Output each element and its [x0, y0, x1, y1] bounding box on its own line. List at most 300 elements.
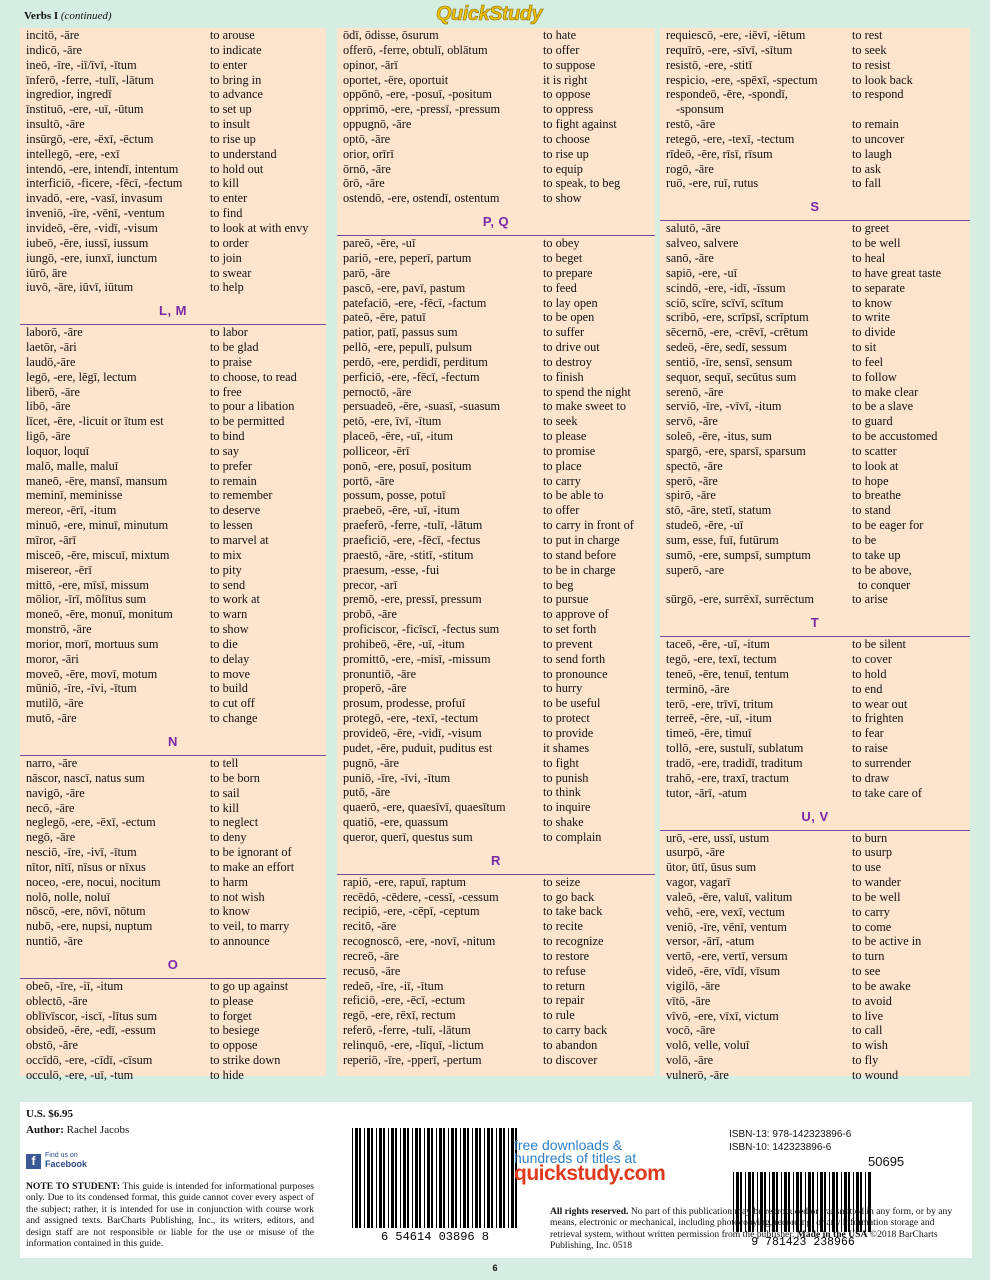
latin-verb: optō, -āre: [343, 131, 391, 146]
verb-row: [20, 518, 326, 533]
section-heading: R: [337, 845, 655, 875]
latin-verb: moveō, -ēre, movī, motum: [26, 666, 158, 681]
verb-row: [20, 444, 326, 459]
latin-verb: vocō, -āre: [666, 1023, 716, 1038]
english-meaning: to work at: [210, 592, 260, 607]
verb-row: [20, 132, 326, 147]
latin-verb: vehō, -ere, vexī, vectum: [666, 904, 785, 919]
latin-verb: obsideō, -ēre, -edī, -essum: [26, 1023, 156, 1038]
english-meaning: to suffer: [543, 325, 585, 340]
english-meaning: to be ignorant of: [210, 845, 292, 860]
latin-verb: volō, -āre: [666, 1053, 714, 1068]
verb-row: [20, 1068, 326, 1083]
latin-verb: scribō, -ere, scrīpsī, scrīptum: [666, 310, 809, 325]
english-meaning: to equip: [543, 161, 583, 176]
verb-row: [660, 741, 970, 756]
verb-row: [20, 979, 326, 994]
verb-row: [337, 370, 655, 385]
english-meaning: to advance: [210, 87, 263, 102]
column-1: [20, 28, 326, 1082]
latin-verb: rapiō, -ere, rapuī, raptum: [343, 874, 466, 889]
english-meaning: to send forth: [543, 651, 606, 666]
english-meaning: to be above,: [852, 562, 912, 577]
english-meaning: to remain: [852, 117, 899, 132]
verb-row: [20, 73, 326, 88]
free-downloads-text: free downloads & hundreds of titles at: [514, 1137, 637, 1166]
english-meaning: to tell: [210, 755, 239, 770]
verb-row: [337, 281, 655, 296]
english-meaning: to be useful: [543, 696, 601, 711]
english-meaning: to pour a libation: [210, 399, 295, 414]
english-meaning: to fall: [852, 176, 882, 191]
verb-row: [20, 830, 326, 845]
english-meaning: to cover: [852, 652, 892, 667]
verb-row: [660, 414, 970, 429]
english-meaning: to scatter: [852, 443, 897, 458]
verb-row: [337, 444, 655, 459]
verb-row: [337, 310, 655, 325]
verb-row: [20, 221, 326, 236]
verb-row: [660, 176, 970, 191]
english-meaning: to hide: [210, 1068, 244, 1082]
verb-row: [660, 355, 970, 370]
latin-verb: usurpō, -āre: [666, 845, 725, 860]
verb-row: [337, 622, 655, 637]
latin-verb: ostendō, -ere, ostendī, ostentum: [343, 191, 500, 206]
latin-verb: prosum, prodesse, profuī: [343, 696, 466, 711]
verb-row: [337, 785, 655, 800]
verb-row: [337, 830, 655, 845]
svg-text:9 781423 238966: 9 781423 238966: [751, 1236, 855, 1248]
facebook-link[interactable]: f Find us on Facebook: [26, 1152, 87, 1170]
english-meaning: to enter: [210, 191, 248, 206]
english-meaning: to repair: [543, 993, 585, 1008]
verb-row: [660, 281, 970, 296]
latin-verb: respondeō, -ēre, -spondī,: [666, 87, 788, 102]
english-meaning: to see: [852, 964, 881, 979]
latin-verb: quaerō, -ere, quaesīvī, quaesītum: [343, 800, 506, 815]
latin-verb: oportet, -ēre, oportuit: [343, 72, 449, 87]
english-meaning: to surrender: [852, 755, 912, 770]
verb-row: [660, 934, 970, 949]
latin-verb: ruō, -ere, ruī, rutus: [666, 176, 759, 191]
english-meaning: to strike down: [210, 1053, 281, 1068]
verb-row: [337, 993, 655, 1008]
english-meaning: to be able to: [543, 488, 604, 503]
english-meaning: to neglect: [210, 815, 259, 830]
latin-verb: scindō, -ere, -idī, -īssum: [666, 280, 786, 295]
verb-row: [660, 711, 970, 726]
english-meaning: to change: [210, 711, 258, 726]
verb-row: [20, 637, 326, 652]
latin-verb: videō, -ēre, vīdī, vīsum: [666, 964, 781, 979]
english-meaning: to carry back: [543, 1023, 608, 1038]
english-meaning: to make clear: [852, 384, 919, 399]
verb-row: [660, 964, 970, 979]
latin-verb: recitō, -āre: [343, 919, 397, 934]
note-to-student: NOTE TO STUDENT: This guide is intended for informational purposes only. Due to its condensed format, this guide cannot cover every aspect of the subject; rather, it is intended for use in conjunction with course work and assigned texts. BarCharts Publishing, Inc., its writers, editors, and design staff are not responsible or liable for the use or misuse of the information contained in this guide.: [26, 1181, 314, 1250]
verb-row: [20, 236, 326, 251]
verb-row: [660, 117, 970, 132]
verb-row: [337, 147, 655, 162]
english-meaning: to take care of: [852, 785, 922, 800]
english-meaning: to resist: [852, 57, 891, 72]
english-meaning: to move: [210, 666, 250, 681]
verb-row: [20, 1023, 326, 1038]
section-heading: S: [660, 191, 970, 221]
verb-row: [337, 1023, 655, 1038]
english-meaning: to return: [543, 978, 586, 993]
verb-row: [20, 1053, 326, 1068]
section-heading: T: [660, 607, 970, 637]
english-meaning: to hope: [852, 473, 889, 488]
english-meaning: to stand before: [543, 547, 617, 562]
verb-row: [660, 1038, 970, 1053]
latin-verb: pateō, -ēre, patuī: [343, 310, 426, 325]
latin-verb: taceō, -ēre, -uī, -itum: [666, 637, 770, 652]
verb-row: [337, 756, 655, 771]
verb-row: [337, 503, 655, 518]
english-meaning: to deserve: [210, 503, 261, 518]
latin-verb: maneō, -ēre, mansī, mansum: [26, 473, 168, 488]
verb-row: [337, 399, 655, 414]
verb-row: [660, 296, 970, 311]
verb-row: [660, 251, 970, 266]
english-meaning: to destroy: [543, 354, 592, 369]
english-meaning: to obey: [543, 236, 580, 251]
verb-row: [660, 444, 970, 459]
verb-row: [660, 221, 970, 236]
verb-row: [660, 266, 970, 281]
verb-row: [337, 890, 655, 905]
latin-verb: mittō, -ere, mīsī, missum: [26, 577, 149, 592]
english-meaning: to rise up: [543, 146, 589, 161]
latin-verb: sūrgō, -ere, surrēxī, surrēctum: [666, 592, 814, 607]
verb-row: [337, 266, 655, 281]
latin-verb: nuntiō, -āre: [26, 934, 83, 949]
latin-verb: portō, -āre: [343, 473, 395, 488]
latin-verb: intendō, -ere, intendī, intentum: [26, 161, 179, 176]
latin-verb: patefaciō, -ere, -fēcī, -factum: [343, 295, 487, 310]
verb-row: [337, 696, 655, 711]
english-meaning: to be well: [852, 236, 901, 251]
english-meaning: to carry: [852, 904, 890, 919]
english-meaning: to prepare: [543, 265, 593, 280]
verb-row: [660, 592, 970, 607]
verb-row: [337, 964, 655, 979]
rights-notice: All rights reserved. No part of this publication may be reproduced or transmitted in any form, or by any means, electronic or mechanical, including photocopying, recording, or any information storage and retrieval system, without written permission from the publisher. Made in the USA ©2018 BarCharts Publishing, Inc. 0518: [550, 1206, 953, 1252]
english-meaning: to suppose: [543, 57, 596, 72]
english-meaning: to ask: [852, 161, 882, 176]
verb-row: [20, 548, 326, 563]
verb-row-continuation: -sponsum: [676, 102, 724, 117]
upc-barcode: [348, 1128, 522, 1244]
verb-row: [660, 385, 970, 400]
english-meaning: to remain: [210, 473, 257, 488]
english-meaning: to be glad: [210, 340, 259, 355]
english-meaning: to pronounce: [543, 666, 608, 681]
latin-verb: vīvō, -ere, vīxī, victum: [666, 1008, 779, 1023]
latin-verb: queror, querī, questus sum: [343, 829, 473, 844]
english-meaning: to refuse: [543, 963, 586, 978]
english-meaning: to draw: [852, 770, 890, 785]
verb-row: [20, 904, 326, 919]
verb-row: [337, 132, 655, 147]
latin-verb: laetōr, -āri: [26, 340, 77, 355]
english-meaning: to abandon: [543, 1038, 598, 1052]
latin-verb: misereor, -ērī: [26, 562, 92, 577]
english-meaning: to discover: [543, 1052, 598, 1067]
verb-row: [20, 355, 326, 370]
latin-verb: respicio, -ere, -spēxī, -spectum: [666, 72, 818, 87]
verb-row: [337, 251, 655, 266]
latin-verb: perficiō, -ere, -fēcī, -fectum: [343, 369, 480, 384]
latin-verb: praeferō, -ferre, -tulī, -lātum: [343, 518, 483, 533]
english-meaning: to usurp: [852, 845, 892, 860]
latin-verb: īnferō, -ferre, -tulī, -lātum: [26, 72, 154, 87]
english-meaning: to punish: [543, 770, 589, 785]
latin-verb: studeō, -ēre, -uī: [666, 518, 744, 533]
latin-verb: placeō, -ēre, -uī, -itum: [343, 429, 453, 444]
latin-verb: possum, posse, potuī: [343, 488, 446, 503]
english-meaning: to spend the night: [543, 384, 631, 399]
verb-row: [20, 1009, 326, 1024]
verb-row: [20, 162, 326, 177]
english-meaning: to take up: [852, 547, 901, 562]
verb-row: [660, 28, 970, 43]
latin-verb: relinquō, -ere, -līquī, -lictum: [343, 1038, 484, 1052]
verb-row: [20, 1038, 326, 1053]
latin-verb: ineō, -īre, -iī/īvī, -ītum: [26, 57, 137, 72]
english-meaning: to be well: [852, 889, 901, 904]
latin-verb: parō, -āre: [343, 265, 391, 280]
english-meaning: to promise: [543, 443, 596, 458]
english-meaning: to separate: [852, 280, 905, 295]
verb-row: [20, 206, 326, 221]
english-meaning: to cut off: [210, 696, 255, 711]
verb-row: [660, 920, 970, 935]
verb-row: [660, 1009, 970, 1024]
latin-verb: sēcernō, -ere, -crēvī, -crētum: [666, 325, 809, 340]
verb-row: [20, 117, 326, 132]
verb-row: [337, 533, 655, 548]
verb-row: [660, 1068, 970, 1083]
english-meaning: to be awake: [852, 978, 911, 993]
english-meaning: to help: [210, 280, 244, 295]
english-meaning: to die: [210, 636, 238, 651]
latin-verb: īnstituō, -ere, -uī, -ūtum: [26, 102, 144, 117]
verb-row: [337, 385, 655, 400]
author-line: Author: Rachel Jacobs: [26, 1124, 130, 1136]
latin-verb: mereor, -ērī, -itum: [26, 503, 117, 518]
latin-verb: tutor, -ārī, -atum: [666, 785, 747, 800]
quickstudy-logo: QuickStudy: [436, 3, 543, 25]
verb-row: [337, 652, 655, 667]
english-meaning: to wander: [852, 875, 901, 890]
verb-row: [337, 563, 655, 578]
verb-row: [337, 488, 655, 503]
latin-verb: laborō, -āre: [26, 325, 83, 340]
english-meaning: to make an effort: [210, 859, 295, 874]
latin-verb: mutilō, -āre: [26, 696, 84, 711]
verb-row: [20, 147, 326, 162]
verb-row: [20, 414, 326, 429]
verb-row: [337, 949, 655, 964]
latin-verb: iubeō, -ēre, iussī, iussum: [26, 235, 149, 250]
english-meaning: to stand: [852, 503, 891, 518]
verb-row: [660, 652, 970, 667]
verb-row: [660, 771, 970, 786]
english-meaning: to prefer: [210, 458, 252, 473]
english-meaning: to forget: [210, 1008, 252, 1023]
english-meaning: to feel: [852, 354, 884, 369]
verb-row: [20, 771, 326, 786]
verb-row: [337, 771, 655, 786]
verb-row: [20, 488, 326, 503]
section-heading: Verbs I (continued): [24, 10, 112, 22]
english-meaning: to wound: [852, 1068, 899, 1082]
english-meaning: to bind: [210, 429, 245, 444]
english-meaning: to praise: [210, 354, 253, 369]
verb-row: [337, 578, 655, 593]
latin-verb: retegō, -ere, -texī, -tectum: [666, 131, 795, 146]
latin-verb: liberō, -āre: [26, 384, 80, 399]
latin-verb: reperiō, -īre, -pperī, -pertum: [343, 1052, 482, 1067]
latin-verb: obstō, -āre: [26, 1038, 78, 1053]
verb-row: [660, 875, 970, 890]
english-meaning: to fight against: [543, 117, 617, 132]
verb-row: [660, 310, 970, 325]
website-link[interactable]: quickstudy.com: [514, 1162, 666, 1185]
verb-row: [20, 429, 326, 444]
english-meaning: to take back: [543, 904, 603, 919]
latin-verb: ūtor, ūtī, ūsus sum: [666, 860, 757, 875]
english-meaning: to swear: [210, 265, 252, 280]
verb-row: [337, 355, 655, 370]
verb-row: [660, 578, 970, 593]
verb-row: [660, 87, 970, 102]
latin-verb: valeō, -ēre, valuī, valitum: [666, 889, 793, 904]
english-meaning: to raise: [852, 741, 888, 756]
latin-verb: interficiō, -ficere, -fēcī, -fectum: [26, 176, 183, 191]
verb-row: [337, 459, 655, 474]
latin-verb: obeō, -īre, -iī, -itum: [26, 978, 123, 993]
latin-verb: occīdō, -ere, -cīdī, -cīsum: [26, 1053, 153, 1068]
latin-verb: volō, velle, voluī: [666, 1038, 750, 1053]
verb-row: [20, 875, 326, 890]
verb-row: [20, 266, 326, 281]
verb-row: [20, 994, 326, 1009]
latin-verb: sentiō, -īre, sensī, sensum: [666, 354, 793, 369]
english-meaning: to be active in: [852, 934, 922, 949]
english-meaning: to pity: [210, 562, 242, 577]
latin-verb: putō, -āre: [343, 785, 391, 800]
page-header: [0, 0, 990, 30]
english-meaning: to divide: [852, 325, 896, 340]
latin-verb: perdō, -ere, perdidī, perditum: [343, 354, 488, 369]
english-meaning: it is right: [543, 72, 588, 87]
english-meaning: to write: [852, 310, 890, 325]
english-meaning: to labor: [210, 325, 248, 340]
english-meaning: to be eager for: [852, 518, 924, 533]
latin-verb: ligō, -āre: [26, 429, 71, 444]
english-meaning: to hold: [852, 666, 887, 681]
verb-row: [20, 860, 326, 875]
english-meaning: to fly: [852, 1053, 879, 1068]
english-meaning: to restore: [543, 948, 590, 963]
english-meaning: to hold out: [210, 161, 264, 176]
english-meaning: to seek: [852, 42, 887, 57]
latin-verb: pernoctō, -āre: [343, 384, 412, 399]
latin-verb: regō, -ere, rēxī, rectum: [343, 1008, 456, 1023]
english-meaning: to find: [210, 206, 243, 221]
english-meaning: to oppress: [543, 102, 594, 117]
verb-row: [20, 191, 326, 206]
verb-row: [660, 682, 970, 697]
english-meaning: to know: [852, 295, 892, 310]
english-meaning: to inquire: [543, 800, 591, 815]
latin-verb: versor, -ārī, -atum: [666, 934, 755, 949]
english-meaning: to be silent: [852, 637, 906, 652]
verb-row: [337, 607, 655, 622]
verb-row: [660, 949, 970, 964]
english-meaning: to choose, to read: [210, 369, 297, 384]
english-meaning: to live: [852, 1008, 884, 1023]
verb-row: [337, 28, 655, 43]
verb-row: [337, 919, 655, 934]
latin-verb: opinor, -ārī: [343, 57, 398, 72]
latin-verb: reficiō, -ere, -ēcī, -ectum: [343, 993, 466, 1008]
english-meaning: to approve of: [543, 607, 609, 622]
section-heading: L, M: [20, 295, 326, 325]
latin-verb: ōrnō, -āre: [343, 161, 391, 176]
verb-row: [20, 533, 326, 548]
verb-row: [337, 667, 655, 682]
latin-verb: sequor, sequī, secūtus sum: [666, 369, 797, 384]
latin-verb: intellegō, -ere, -exī: [26, 146, 120, 161]
english-meaning: to set up: [210, 102, 252, 117]
english-meaning: to look at: [852, 458, 899, 473]
latin-verb: timeō, -ēre, timuī: [666, 726, 752, 741]
verb-row: [337, 176, 655, 191]
verb-row: [660, 979, 970, 994]
verb-row: [20, 786, 326, 801]
section-heading: U, V: [660, 801, 970, 831]
column-2: [337, 28, 655, 1076]
latin-verb: nesciō, -īre, -ivī, -ītum: [26, 845, 137, 860]
english-meaning: to bring in: [210, 72, 262, 87]
english-meaning: to deny: [210, 830, 247, 845]
english-meaning: to complain: [543, 829, 602, 844]
english-meaning: to harm: [210, 874, 248, 889]
latin-verb: līcet, -ēre, -licuit or ītum est: [26, 414, 164, 429]
latin-verb: neglegō, -ere, -ēxī, -ectum: [26, 815, 156, 830]
verb-row: [20, 919, 326, 934]
latin-verb: serenō, -āre: [666, 384, 724, 399]
verb-row: [337, 73, 655, 88]
latin-verb: polliceor, -ērī: [343, 443, 410, 458]
section-heading: P, Q: [337, 206, 655, 236]
latin-verb: soleō, -ēre, -itus, sum: [666, 429, 772, 444]
english-meaning: to say: [210, 443, 240, 458]
english-meaning: to know: [210, 904, 250, 919]
english-meaning: to make sweet to: [543, 399, 626, 414]
latin-verb: pareō, -ēre, -uī: [343, 236, 416, 251]
english-meaning: to be: [852, 533, 877, 547]
english-meaning: to be permitted: [210, 414, 285, 429]
latin-verb: minuō, -ere, minuī, minutum: [26, 518, 169, 533]
verb-row: [20, 607, 326, 622]
